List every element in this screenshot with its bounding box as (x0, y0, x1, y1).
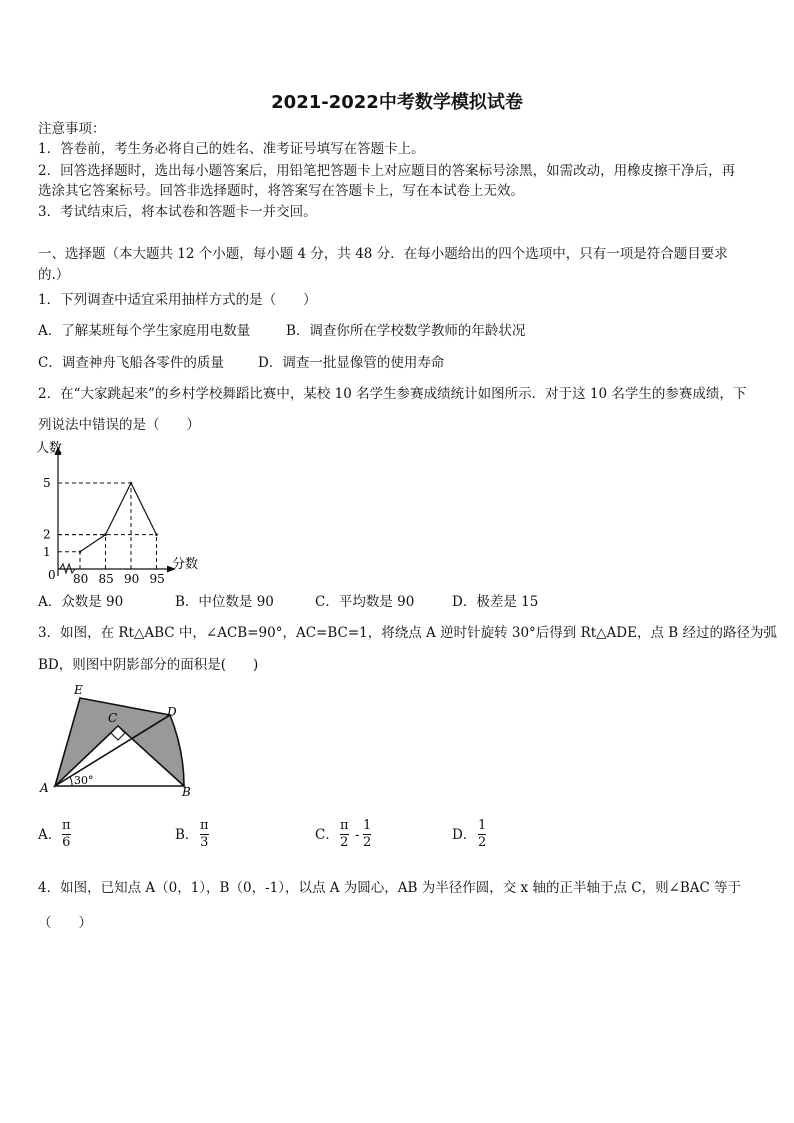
q3-option-c-minus: - (355, 827, 360, 843)
q3-stem: 3．如图，在 Rt△ABC 中，∠ACB=90°，AC=BC=1，将绕点 A 逆时针旋转 30°后得到 Rt△ADE，点 B 经过的路径为弧 (38, 625, 777, 641)
score-line-chart (30, 438, 210, 588)
q3-option-b-num: π (200, 818, 209, 833)
notes-heading: 注意事项： (38, 121, 106, 137)
q3-stem-cont: BD，则图中阴影部分的面积是( ) (38, 657, 259, 673)
x-tick-90: 90 (124, 572, 140, 586)
page-title: 2021-2022中考数学模拟试卷 (271, 92, 523, 113)
q3-option-a-label: A． (38, 827, 62, 843)
q3-option-c-fraction-2 (363, 818, 371, 851)
data-point-95 (155, 533, 158, 536)
q2-stem: 2．在“大家跳起来”的乡村学校舞蹈比赛中，某校 10 名学生参赛成绩统计如图所示．对于这 10 名学生的参赛成绩，下 (38, 386, 747, 402)
q2-option-c: C．平均数是 90 (315, 594, 415, 610)
label-d: D (167, 705, 177, 719)
series-line (80, 483, 157, 552)
y-tick-2: 2 (43, 527, 51, 542)
q3-option-c-label: C． (315, 827, 339, 843)
section-heading-cont: 的.） (38, 267, 70, 283)
q2-stem-cont: 列说法中错误的是（ ） (38, 417, 200, 433)
q3-option-c-den1: 2 (340, 835, 349, 850)
x-axis-label: 分数 (172, 557, 199, 572)
y-tick-1: 1 (43, 544, 51, 559)
q3-option-c-num1: π (340, 818, 349, 833)
q3-option-d-label: D． (452, 827, 477, 843)
label-c: C (108, 711, 118, 725)
label-b: B (182, 785, 191, 799)
q1-option-a: A．了解某班每个学生家庭用电数量 (38, 323, 251, 339)
data-point-80 (79, 551, 82, 554)
q3-option-b-fraction (200, 818, 209, 851)
q1-stem: 1．下列调查中适宜采用抽样方式的是（ ） (38, 292, 317, 308)
note-item-2: 2．回答选择题时，选出每小题答案后，用铅笔把答题卡上对应题目的答案标号涂黑，如需改动，用橡皮擦干净后，再 (38, 163, 736, 179)
q3-option-d-num: 1 (478, 818, 487, 833)
q1-option-d: D．调查一批显像管的使用寿命 (258, 355, 445, 371)
q3-option-c-fraction-1 (340, 818, 349, 851)
q3-option-a-num: π (62, 818, 71, 833)
rotation-figure (36, 678, 206, 800)
y-axis-label: 人数 (36, 441, 63, 456)
y-tick-5: 5 (43, 476, 51, 490)
x-tick-95: 95 (149, 572, 165, 586)
q3-option-a-den: 6 (62, 835, 71, 850)
note-item-2-cont: 选涂其它答案标号。回答非选择题时，将答案写在答题卡上，写在本试卷上无效。 (38, 183, 524, 199)
q3-option-c-num2: 1 (363, 818, 372, 833)
note-item-1: 1．答卷前，考生务必将自己的姓名、准考证号填写在答题卡上。 (38, 141, 425, 157)
data-point-85 (104, 533, 107, 536)
label-e: E (74, 683, 83, 697)
angle-label: 30° (74, 774, 94, 787)
q1-option-b: B．调查你所在学校数学教师的年龄状况 (286, 323, 526, 339)
q4-stem-cont: （ ） (38, 915, 92, 931)
q3-option-b-label: B． (175, 827, 199, 843)
x-tick-85: 85 (98, 572, 114, 586)
origin-label: 0 (48, 568, 56, 582)
q3-option-a-fraction (62, 818, 71, 851)
data-point-90 (130, 482, 133, 485)
q4-stem: 4．如图，已知点 A（0，1），B（0，-1），以点 A 为圆心，AB 为半径作圆，交 x 轴的正半轴于点 C，则∠BAC 等于 (38, 880, 742, 896)
q2-option-b: B．中位数是 90 (175, 594, 274, 610)
q3-option-d-den: 2 (478, 835, 487, 850)
x-tick-80: 80 (73, 572, 89, 586)
q3-option-d-fraction (478, 818, 486, 851)
q3-option-b-den: 3 (200, 835, 209, 850)
q2-option-d: D．极差是 15 (452, 594, 539, 610)
section-heading: 一、选择题（本大题共 12 个小题，每小题 4 分，共 48 分．在每小题给出的四个选项中，只有一项是符合题目要求 (38, 246, 728, 262)
q3-option-c-den2: 2 (363, 835, 372, 850)
q2-option-a: A．众数是 90 (38, 594, 124, 610)
note-item-3: 3．考试结束后，将本试卷和答题卡一并交回。 (38, 204, 317, 220)
label-a: A (40, 781, 49, 795)
q1-option-c: C．调查神舟飞船各零件的质量 (38, 355, 224, 371)
